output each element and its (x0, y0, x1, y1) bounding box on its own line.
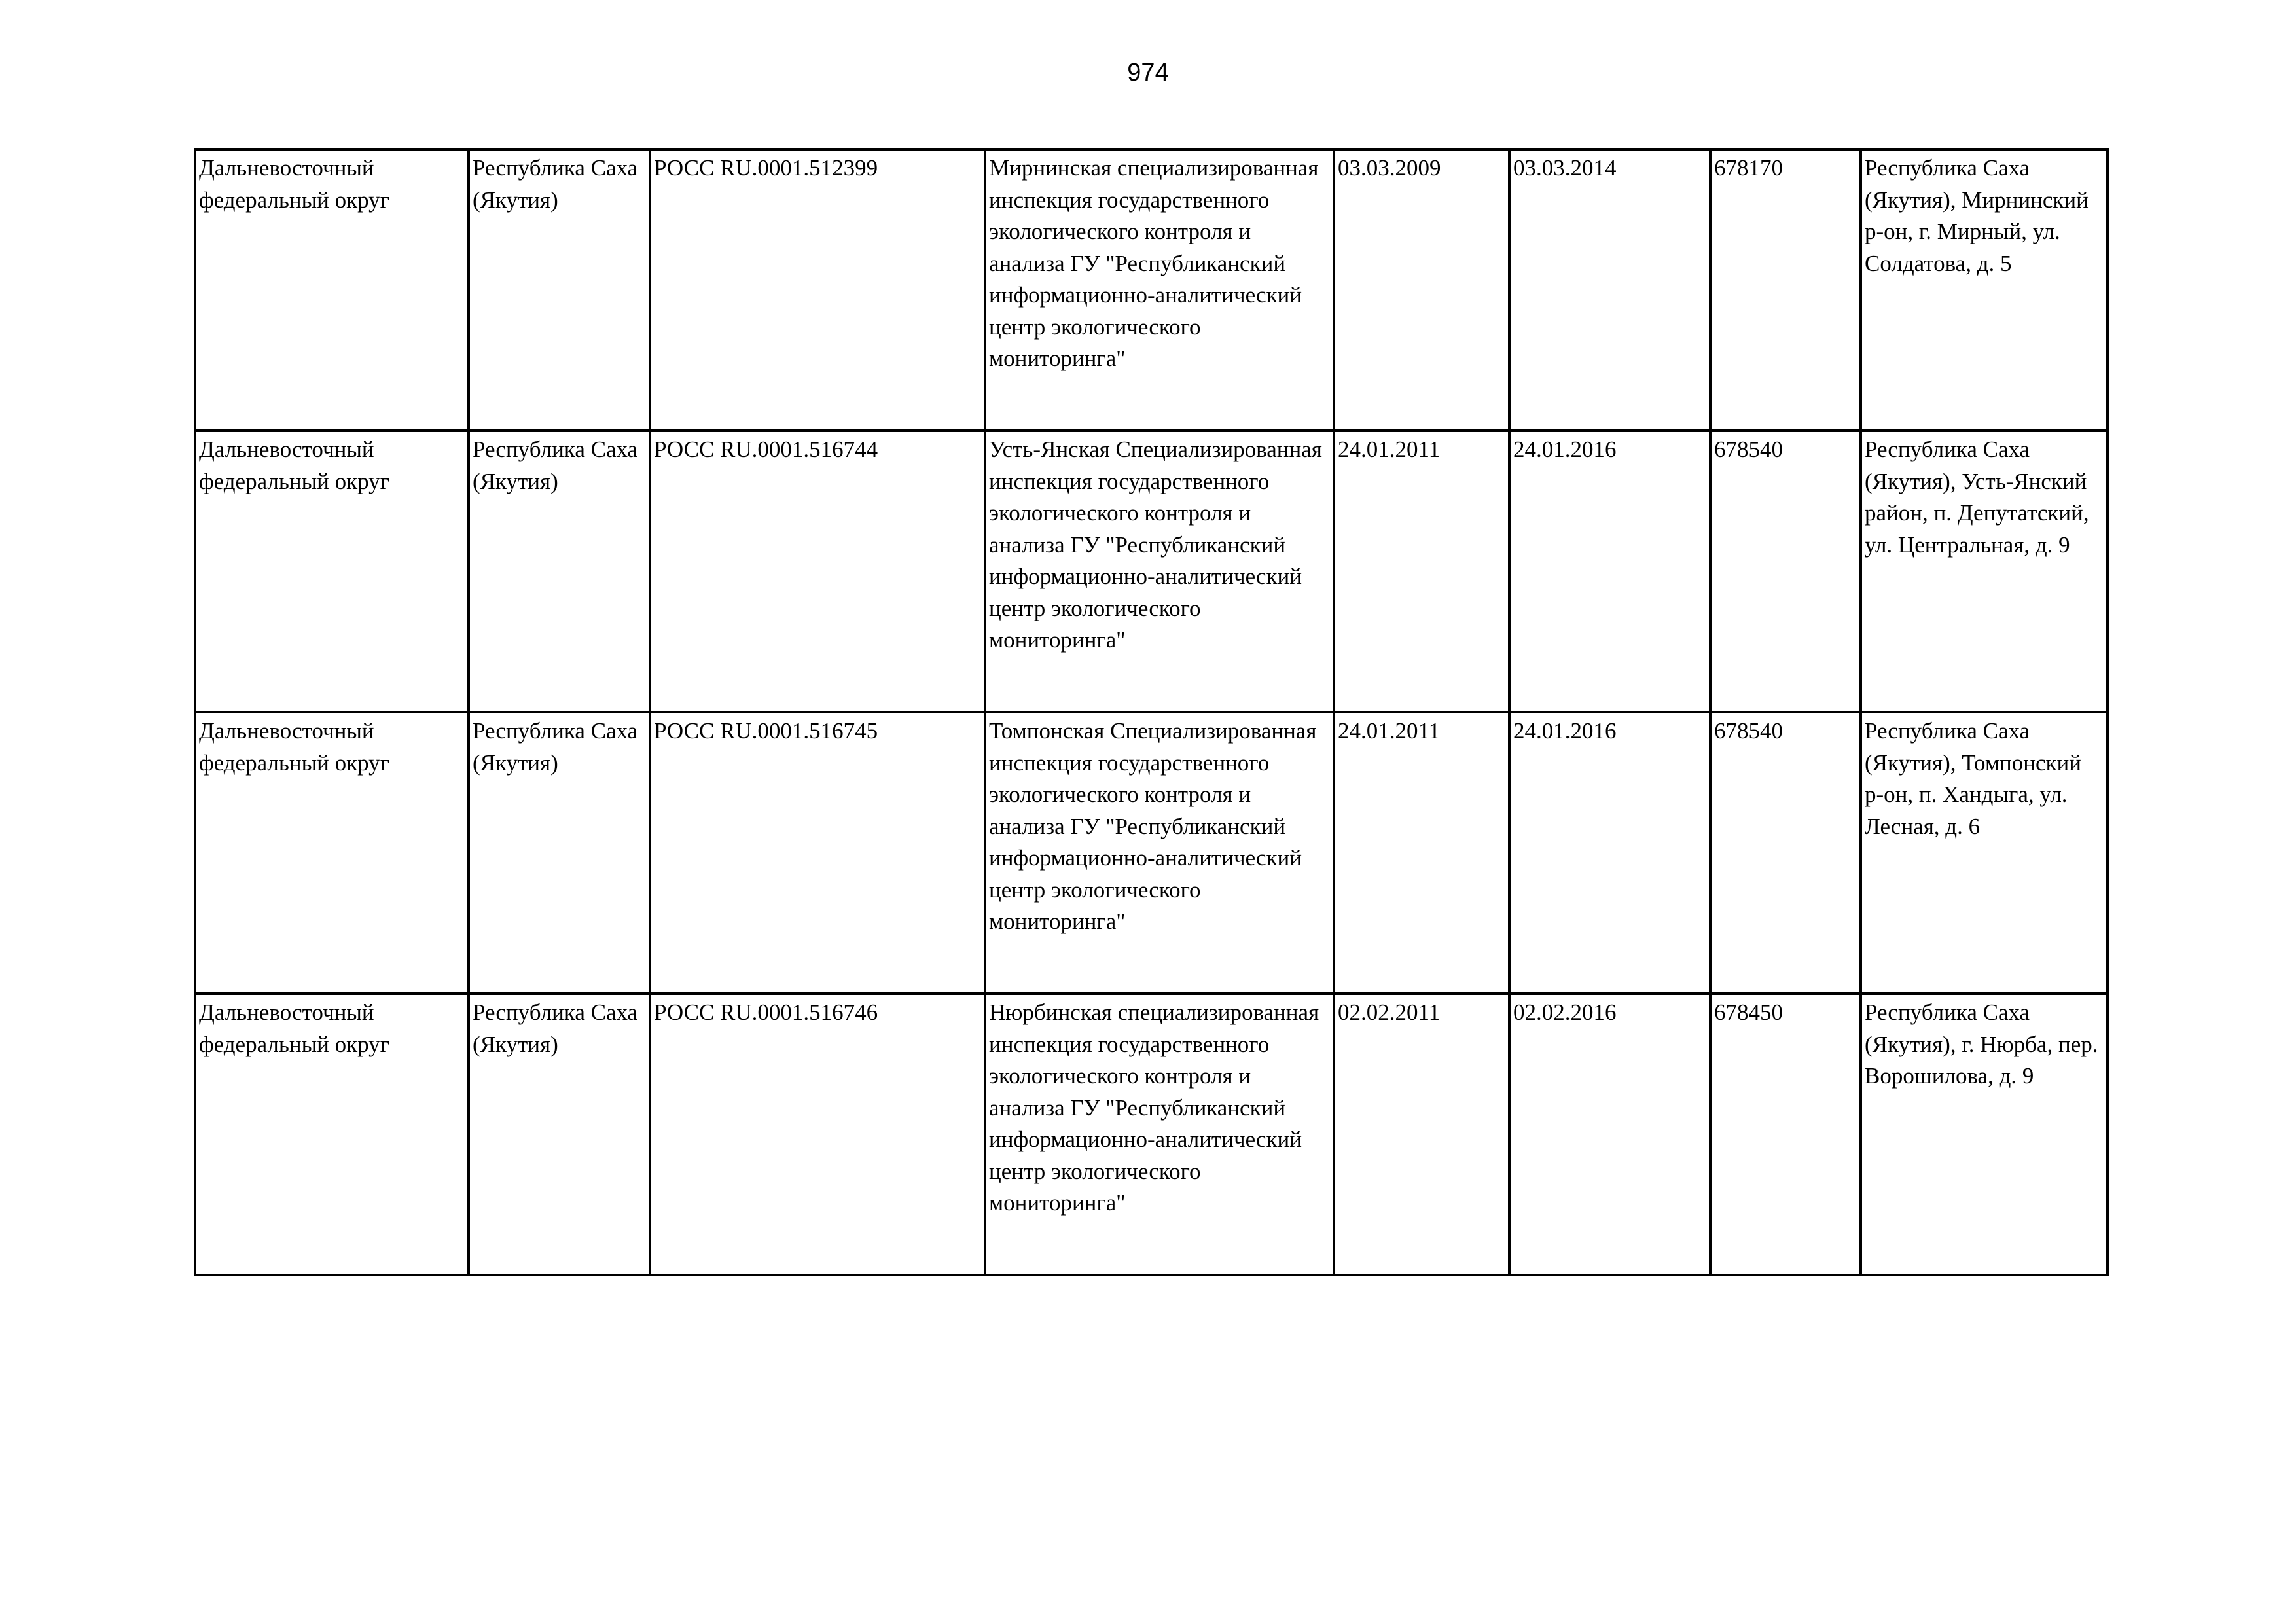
date-expiry-cell: 03.03.2014 (1509, 149, 1710, 431)
organization-cell: Усть-Янская Специализированная инспекция государственного экологического контроля и анализа ГУ "Республиканский информационно-аналитический центр экологического мониторинга" (985, 431, 1334, 712)
region-cell: Республика Саха (Якутия) (469, 149, 650, 431)
district-cell: Дальневосточный федеральный округ (195, 712, 469, 994)
district-cell: Дальневосточный федеральный округ (195, 994, 469, 1275)
date-issued-cell: 24.01.2011 (1334, 431, 1509, 712)
certificate-cell: РОСС RU.0001.512399 (650, 149, 985, 431)
address-cell: Республика Саха (Якутия), Томпонский р-он, п. Хандыга, ул. Лесная, д. 6 (1861, 712, 2108, 994)
date-expiry-cell: 24.01.2016 (1509, 712, 1710, 994)
district-cell: Дальневосточный федеральный округ (195, 149, 469, 431)
registry-table (194, 148, 2109, 1276)
table-row (195, 712, 2108, 994)
date-expiry-cell: 24.01.2016 (1509, 431, 1710, 712)
organization-cell: Нюрбинская специализированная инспекция государственного экологического контроля и анализа ГУ "Республиканский информационно-аналитический центр экологического мониторинга" (985, 994, 1334, 1275)
district-cell: Дальневосточный федеральный округ (195, 431, 469, 712)
postal-index-cell: 678540 (1710, 431, 1861, 712)
organization-cell: Мирнинская специализированная инспекция государственного экологического контроля и анализа ГУ "Республиканский информационно-аналитический центр экологического мониторинга" (985, 149, 1334, 431)
date-issued-cell: 24.01.2011 (1334, 712, 1509, 994)
table-row (195, 149, 2108, 431)
certificate-cell: РОСС RU.0001.516744 (650, 431, 985, 712)
date-expiry-cell: 02.02.2016 (1509, 994, 1710, 1275)
table-row (195, 994, 2108, 1275)
postal-index-cell: 678540 (1710, 712, 1861, 994)
page-number: 974 (1127, 59, 1169, 86)
address-cell: Республика Саха (Якутия), Мирнинский р-он, г. Мирный, ул. Солдатова, д. 5 (1861, 149, 2108, 431)
certificate-cell: РОСС RU.0001.516745 (650, 712, 985, 994)
postal-index-cell: 678170 (1710, 149, 1861, 431)
certificate-cell: РОСС RU.0001.516746 (650, 994, 985, 1275)
organization-cell: Томпонская Специализированная инспекция государственного экологического контроля и анализа ГУ "Республиканский информационно-аналитический центр экологического мониторинга" (985, 712, 1334, 994)
address-cell: Республика Саха (Якутия), г. Нюрба, пер. Ворошилова, д. 9 (1861, 994, 2108, 1275)
region-cell: Республика Саха (Якутия) (469, 431, 650, 712)
date-issued-cell: 02.02.2011 (1334, 994, 1509, 1275)
date-issued-cell: 03.03.2009 (1334, 149, 1509, 431)
region-cell: Республика Саха (Якутия) (469, 994, 650, 1275)
address-cell: Республика Саха (Якутия), Усть-Янский район, п. Депутатский, ул. Центральная, д. 9 (1861, 431, 2108, 712)
table-row (195, 431, 2108, 712)
postal-index-cell: 678450 (1710, 994, 1861, 1275)
region-cell: Республика Саха (Якутия) (469, 712, 650, 994)
